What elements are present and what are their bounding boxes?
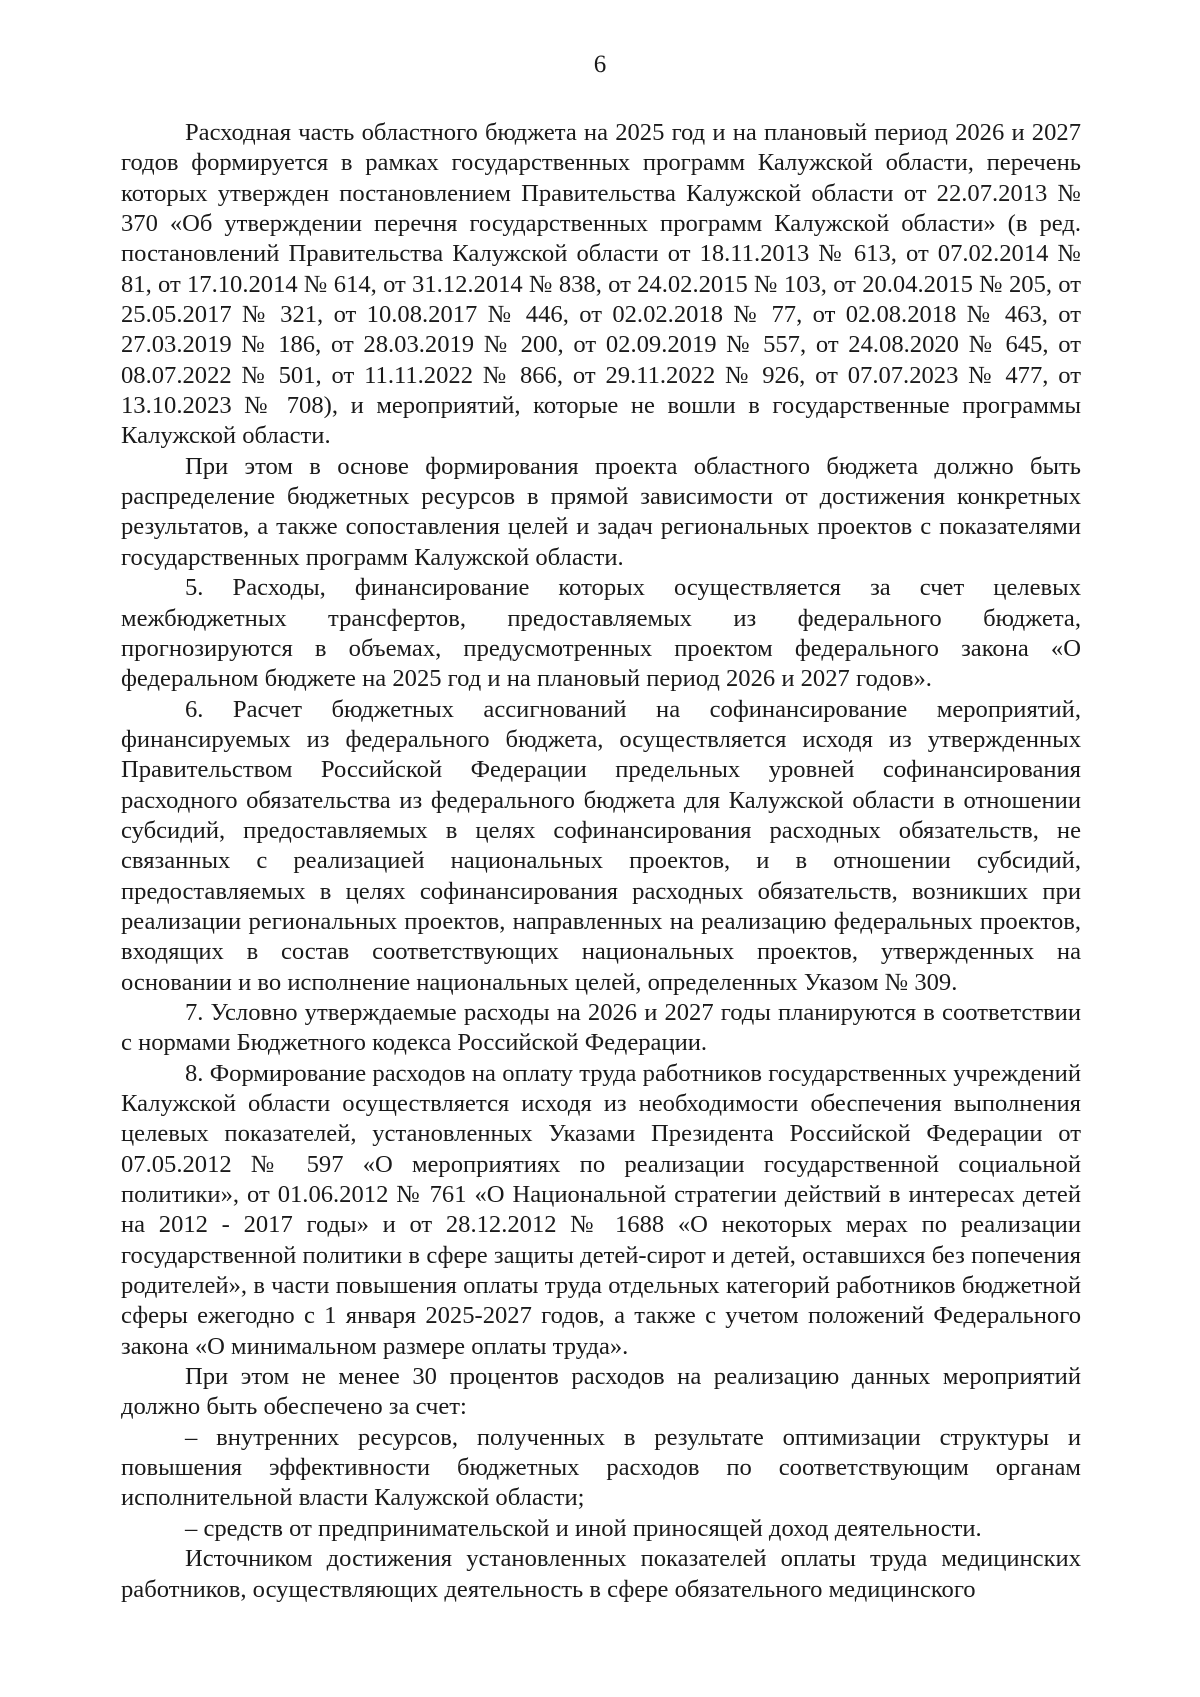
paragraph-item-8: 8. Формирование расходов на оплату труда работников государственных учреждений Калужской области осуществляется исходя из необходимости обеспечения выполнения целевых показателей, установленных Указами Президента Российской Федерации от 07.05.2012 № 597 «О мероприятиях по реализации государственной социальной политики», от 01.06.2012 № 761 «О Национальной стратегии действий в интересах детей на 2012 - 2017 годы» и от 28.12.2012 № 1688 «О некоторых мерах по реализации государственной политики в сфере защиты детей-сирот и детей, оставшихся без попечения родителей», в части повышения оплаты труда отдельных категорий работников бюджетной сферы ежегодно с 1 января 2025-2027 годов, а также с учетом положений Федерального закона «О минимальном размере оплаты труда». bbox=[121, 1059, 1081, 1360]
paragraph-budget-expenditure: Расходная часть областного бюджета на 2025 год и на плановый период 2026 и 2027 годов формируется в рамках государственных программ Калужской области, перечень которых утвержден постановлением Правительства Калужской области от 22.07.2013 № 370 «Об утверждении перечня государственных программ Калужской области» (в ред. постановлений Правительства Калужской области от 18.11.2013 № 613, от 07.02.2014 № 81, от 17.10.2014 № 614, от 31.12.2014 № 838, от 24.02.2015 № 103, от 20.04.2015 № 205, от 25.05.2017 № 321, от 10.08.2017 № 446, от 02.02.2018 № 77, от 02.08.2018 № 463, от 27.03.2019 № 186, от 28.03.2019 № 200, от 02.09.2019 № 557, от 24.08.2020 № 645, от 08.07.2022 № 501, от 11.11.2022 № 866, от 29.11.2022 № 926, от 07.07.2023 № 477, от 13.10.2023 № 708), и мероприятий, которые не вошли в государственные программы Калужской области. bbox=[121, 119, 1081, 450]
list-item-business-income: – средств от предпринимательской и иной приносящей доход деятельности. bbox=[185, 1514, 982, 1542]
paragraph-resource-distribution: При этом в основе формирования проекта областного бюджета должно быть распределение бюджетных ресурсов в прямой зависимости от достижения конкретных результатов, а также сопоставления целей и задач региональных проектов с показателями государственных программ Калужской области. bbox=[121, 452, 1081, 571]
list-item-internal-resources: – внутренних ресурсов, полученных в результате оптимизации структуры и повышения эффективности бюджетных расходов по соответствующим органам исполнительной власти Калужской области; bbox=[121, 1423, 1081, 1512]
paragraph-item-7: 7. Условно утверждаемые расходы на 2026 и 2027 годы планируются в соответствии с нормами Бюджетного кодекса Российской Федерации. bbox=[121, 998, 1081, 1057]
paragraph-item-6: 6. Расчет бюджетных ассигнований на софинансирование мероприятий, финансируемых из федерального бюджета, осуществляется исходя из утвержденных Правительством Российской Федерации предельных уровней софинансирования расходного обязательства из федерального бюджета для Калужской области в отношении субсидий, предоставляемых в целях софинансирования расходных обязательств, не связанных с реализацией национальных проектов, и в отношении субсидий, предоставляемых в целях софинансирования расходных обязательств, возникших при реализации региональных проектов, направленных на реализацию федеральных проектов, входящих в состав соответствующих национальных проектов, утвержденных на основании и во исполнение национальных целей, определенных Указом № 309. bbox=[121, 695, 1081, 996]
document-body bbox=[121, 118, 1081, 1605]
paragraph-30-percent: При этом не менее 30 процентов расходов на реализацию данных мероприятий должно быть обеспечено за счет: bbox=[121, 1363, 1081, 1421]
page-number: 6 bbox=[593, 51, 607, 78]
paragraph-item-5: 5. Расходы, финансирование которых осуществляется за счет целевых межбюджетных трансфертов, предоставляемых из федерального бюджета, прогнозируются в объемах, предусмотренных проектом федерального закона «О федеральном бюджете на 2025 год и на плановый период 2026 и 2027 годов». bbox=[121, 574, 1081, 693]
paragraph-medical-workers: Источником достижения установленных показателей оплаты труда медицинских работников, осуществляющих деятельность в сфере обязательного медицинского bbox=[121, 1545, 1081, 1603]
